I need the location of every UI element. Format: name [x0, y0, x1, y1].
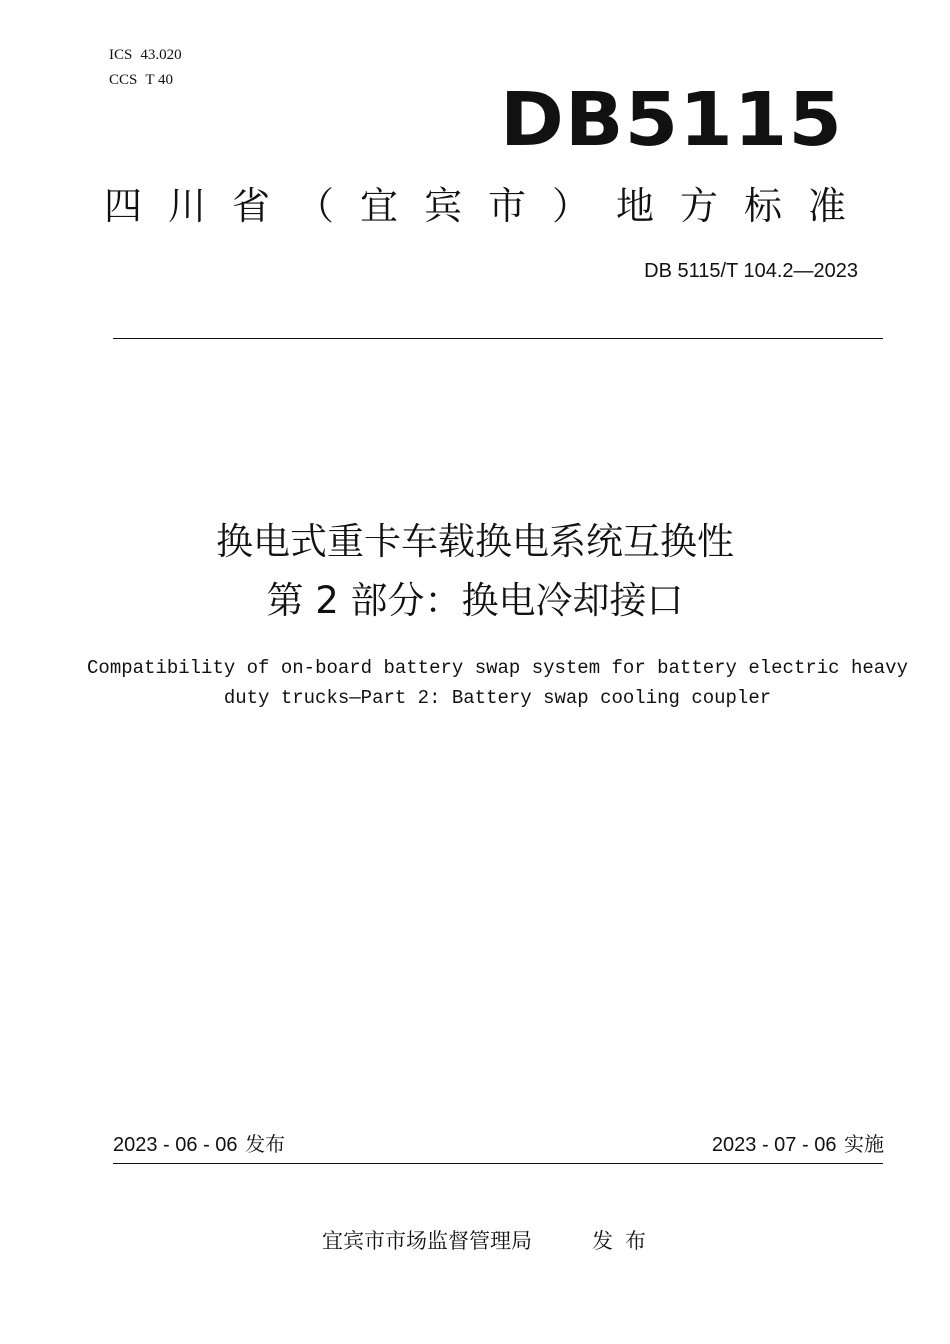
title-english-line2: duty trucks—Part 2: Battery swap cooling coupler [223, 687, 772, 709]
implementation-label: 实施 [844, 1134, 884, 1156]
issue-date-line [113, 1132, 285, 1158]
title-english-line1: Compatibility of on-board battery swap system for battery electric heavy [87, 657, 908, 679]
title-chinese-line1: 换电式重卡车载换电系统互换性 [216, 520, 734, 563]
ccs-code: T 40 [145, 72, 174, 88]
header-divider [113, 338, 883, 339]
standard-number: DB 5115/T 104.2—2023 [644, 260, 858, 282]
publish-action: 发布 [592, 1229, 658, 1253]
ics-code: 43.020 [140, 47, 182, 63]
issue-date: 2023 - 06 - 06 [113, 1134, 238, 1156]
issue-label: 发布 [245, 1134, 286, 1156]
publisher-name: 宜宾市市场监督管理局 [322, 1229, 532, 1253]
ics-label: ICS [109, 47, 133, 63]
ccs-classification [109, 71, 173, 89]
implementation-date: 2023 - 07 - 06 [711, 1134, 837, 1156]
implementation-date-line [712, 1132, 884, 1158]
ics-classification [109, 46, 182, 64]
title-chinese-line2: 第 2 部分：换电冷却接口 [266, 579, 684, 622]
ccs-label: CCS [109, 72, 138, 88]
standard-type-heading: 四川省（宜宾市）地方标准 [104, 184, 873, 228]
standard-logo: DB5115 [500, 77, 843, 163]
footer-divider [113, 1163, 883, 1164]
